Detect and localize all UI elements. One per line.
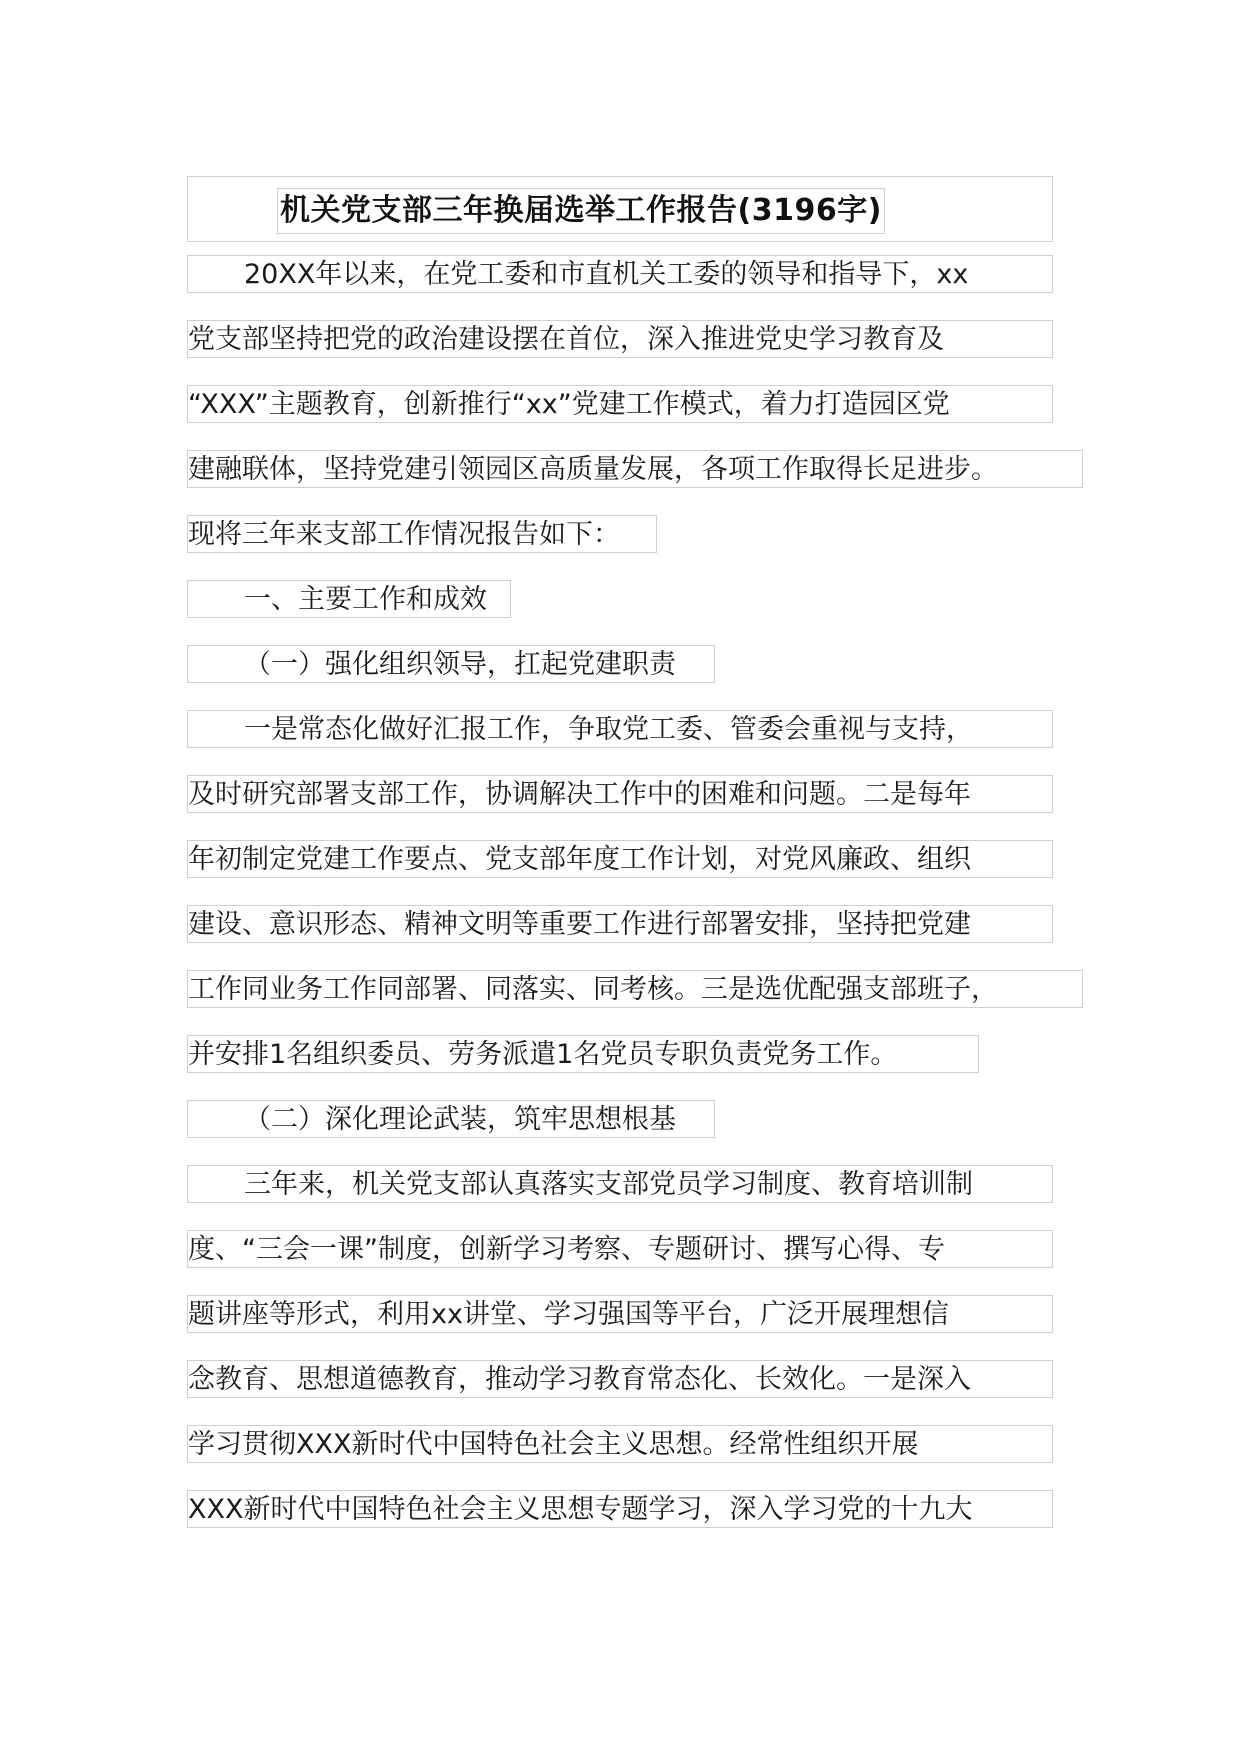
paragraph-line: 党支部坚持把党的政治建设摆在首位，深入推进党史学习教育及 [187,320,1053,358]
paragraph-line: 一是常态化做好汇报工作，争取党工委、管委会重视与支持， [187,710,1053,748]
paragraph-line: 度、“三会一课”制度，创新学习考察、专题研讨、撰写心得、专 [187,1230,1053,1268]
paragraph-line: 题讲座等形式，利用xx讲堂、学习强国等平台，广泛开展理想信 [187,1295,1053,1333]
paragraph-line: “XXX”主题教育，创新推行“xx”党建工作模式，着力打造园区党 [187,385,1053,423]
subsection-heading: （一）强化组织领导，扛起党建职责 [187,645,715,683]
subsection-heading: （二）深化理论武装，筑牢思想根基 [187,1100,715,1138]
section-heading: 一、主要工作和成效 [187,580,511,618]
paragraph-line: 念教育、思想道德教育，推动学习教育常态化、长效化。一是深入 [187,1360,1053,1398]
paragraph-line: 20XX年以来，在党工委和市直机关工委的领导和指导下，xx [187,255,1053,293]
paragraph-line: XXX新时代中国特色社会主义思想专题学习，深入学习党的十九大 [187,1490,1053,1528]
paragraph-line: 学习贯彻XXX新时代中国特色社会主义思想。经常性组织开展 [187,1425,1053,1463]
paragraph-line: 年初制定党建工作要点、党支部年度工作计划，对党风廉政、组织 [187,840,1053,878]
paragraph-line: 三年来，机关党支部认真落实支部党员学习制度、教育培训制 [187,1165,1053,1203]
paragraph-line: 现将三年来支部工作情况报告如下： [187,515,657,553]
paragraph-line: 建设、意识形态、精神文明等重要工作进行部署安排，坚持把党建 [187,905,1053,943]
paragraph-line: 并安排1名组织委员、劳务派遣1名党员专职负责党务工作。 [187,1035,979,1073]
paragraph-line: 工作同业务工作同部署、同落实、同考核。三是选优配强支部班子， [187,970,1083,1008]
document-title: 机关党支部三年换届选举工作报告(3196字) [277,188,885,234]
paragraph-line: 及时研究部署支部工作，协调解决工作中的困难和问题。二是每年 [187,775,1053,813]
paragraph-line: 建融联体，坚持党建引领园区高质量发展，各项工作取得长足进步。 [187,450,1083,488]
